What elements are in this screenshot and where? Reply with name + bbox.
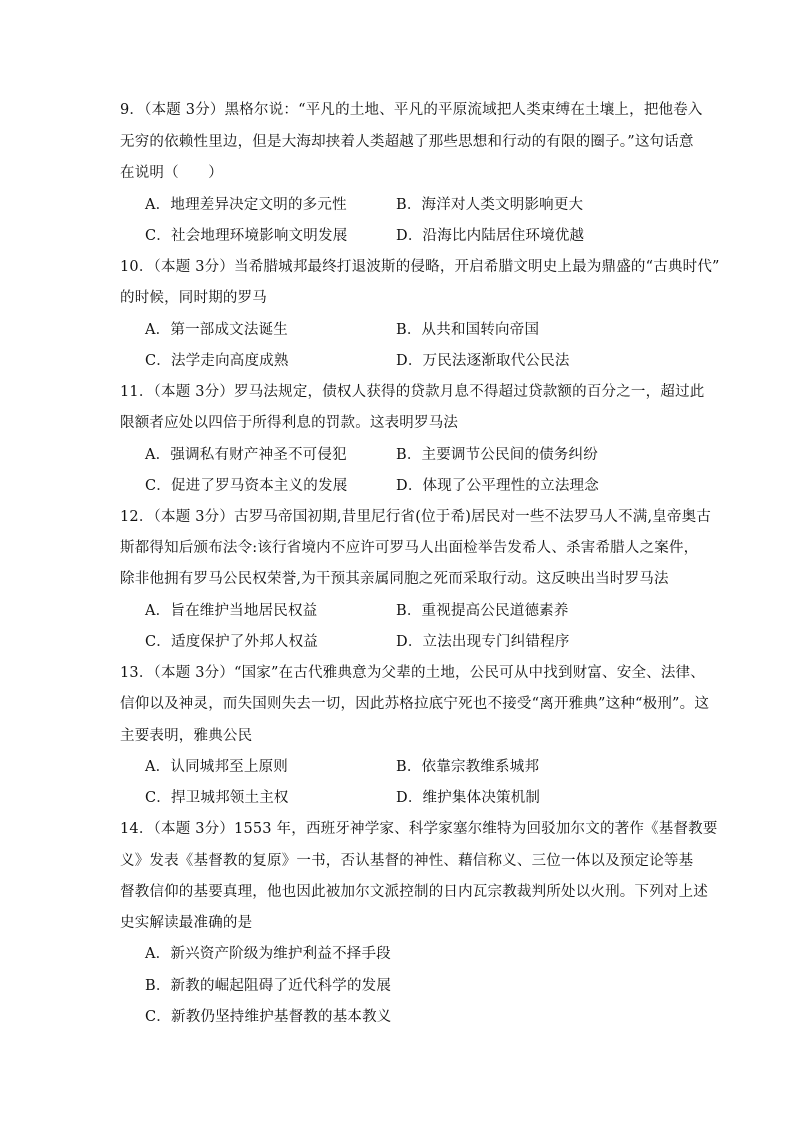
option-a: A．新兴资产阶级为维护利益不择手段 [145, 946, 391, 962]
option-b: B．从共和国转向帝国 [396, 322, 540, 338]
option-b: B．依靠宗教维系城邦 [396, 759, 540, 775]
option-a: A．地理差异决定文明的多元性 [145, 197, 347, 213]
option-b: B．主要调节公民间的债务纠纷 [396, 447, 598, 463]
option-b: B．海洋对人类文明影响更大 [396, 197, 584, 213]
question-text-line: 的时候，同时期的罗马 [120, 290, 267, 306]
question-text-line: 10．（本题 3分）当希腊城邦最终打退波斯的侵略，开启希腊文明史上最为鼎盛的“古典时代” [120, 259, 720, 275]
question-text-line: 无穷的依赖性里边，但是大海却挟着人类超越了那些思想和行动的有限的圈子。”这句话意 [120, 134, 694, 150]
option-d: D．沿海比内陆居住环境优越 [396, 228, 585, 244]
question-text-line: 9．（本题 3分）黑格尔说：“平凡的土地、平凡的平原流域把人类束缚在土壤上，把他卷入 [120, 102, 703, 118]
question-text-line: 督教信仰的基要真理，他也因此被加尔文派控制的日内瓦宗教裁判所处以火刑。下列对上述 [120, 884, 708, 900]
question-text-line: 史实解读最准确的是 [120, 915, 253, 931]
question-text-line: 斯都得知后颁布法令:该行省境内不应许可罗马人出面检举告发希人、杀害希腊人之案件， [120, 540, 699, 556]
option-c: C．法学走向高度成熟 [145, 353, 289, 369]
question-text-line: 13．（本题 3分）“国家”在古代雅典意为父辈的土地，公民可从中找到财富、安全、法律、 [120, 665, 705, 681]
option-d: D．体现了公平理性的立法理念 [396, 478, 599, 494]
question-text-line: 11．（本题 3分）罗马法规定，债权人获得的贷款月息不得超过贷款额的百分之一，超过此 [120, 384, 705, 400]
option-c: C．适度保护了外邦人权益 [145, 634, 318, 650]
option-b: B．重视提高公民道德素养 [396, 603, 569, 619]
option-c: C．促进了罗马资本主义的发展 [145, 478, 348, 494]
option-c: C．新教仍坚持维护基督教的基本教义 [145, 1009, 392, 1025]
question-text-line: 主要表明，雅典公民 [120, 728, 253, 744]
question-text-line: 限额者应处以四倍于所得利息的罚款。这表明罗马法 [120, 415, 459, 431]
question-text-line: 义》发表《基督教的复原》一书，否认基督的神性、藉信称义、三位一体以及预定论等基 [120, 853, 694, 869]
option-b: B．新教的崛起阻碍了近代科学的发展 [145, 978, 392, 994]
question-text-line: 14．（本题 3分）1553 年，西班牙神学家、科学家塞尔维特为回驳加尔文的著作《基督教要 [120, 821, 718, 837]
option-a: A．第一部成文法诞生 [145, 322, 288, 338]
option-d: D．维护集体决策机制 [396, 790, 541, 806]
option-c: C．捍卫城邦领土主权 [145, 790, 289, 806]
option-d: D．万民法逐渐取代公民法 [396, 353, 570, 369]
question-text-line: 除非他拥有罗马公民权荣誉,为干预其亲属同胞之死而采取行动。这反映出当时罗马法 [120, 571, 669, 587]
option-a: A．强调私有财产神圣不可侵犯 [145, 447, 347, 463]
question-text-line: 在说明（ ） [120, 165, 223, 181]
option-c: C．社会地理环境影响文明发展 [145, 228, 348, 244]
option-a: A．旨在维护当地居民权益 [145, 603, 318, 619]
question-text-line: 信仰以及神灵，而失国则失去一切，因此苏格拉底宁死也不接受“离开雅典”这种“极刑”。这 [120, 696, 710, 712]
question-text-line: 12．（本题 3分）古罗马帝国初期,昔里尼行省(位于希)居民对一些不法罗马人不满,皇帝奥古 [120, 509, 712, 525]
option-a: A．认同城邦至上原则 [145, 759, 288, 775]
option-d: D．立法出现专门纠错程序 [396, 634, 570, 650]
